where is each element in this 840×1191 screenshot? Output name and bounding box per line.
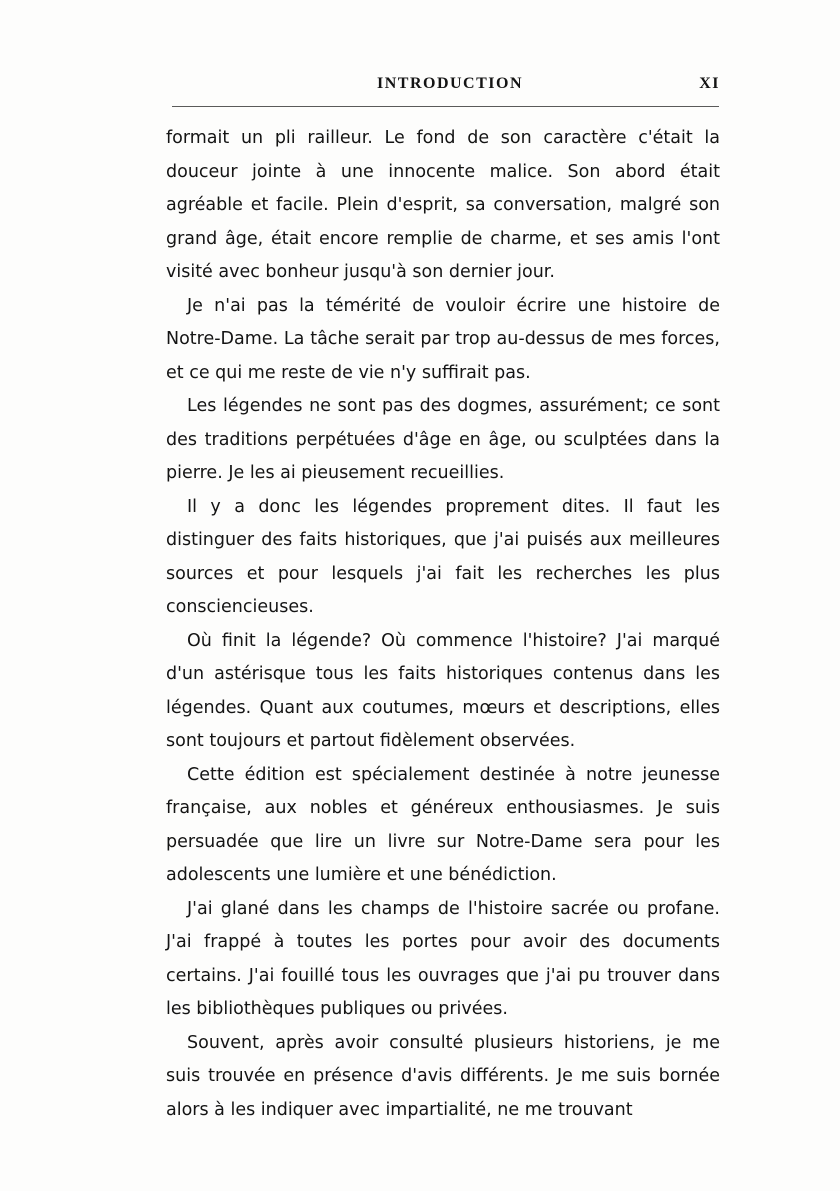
paragraph: Cette édition est spécialement destinée à notre jeunesse française, aux nobles et généreux enthousiasmes. Je suis persuadée que lire un livre sur Notre-Dame sera pour les adolescents une lumière et une bénédiction. [166, 764, 720, 885]
body-text [166, 122, 720, 1127]
paragraph: Où finit la légende? Où commence l'histoire? J'ai marqué d'un astérisque tous les faits historiques contenus dans les légendes. Quant aux coutumes, mœurs et descriptions, elles sont toujours et partout fidèlement observées. [166, 630, 720, 751]
paragraph: J'ai glané dans les champs de l'histoire sacrée ou profane. J'ai frappé à toutes les portes pour avoir des documents certains. J'ai fouillé tous les ouvrages que j'ai pu trouver dans les bibliothèques publiques ou privées. [166, 898, 720, 1019]
paragraph: Il y a donc les légendes proprement dites. Il faut les distinguer des faits historiques, que j'ai puisés aux meilleures sources et pour lesquels j'ai fait les recherches les plus consciencieuses. [166, 496, 720, 617]
header-rule [172, 106, 719, 107]
paragraph: Souvent, après avoir consulté plusieurs historiens, je me suis trouvée en présence d'avis différents. Je me suis bornée alors à les indiquer avec impartialité, ne me trouvant [166, 1032, 720, 1120]
page-header [170, 72, 720, 96]
paragraph: Les légendes ne sont pas des dogmes, assurément; ce sont des traditions perpétuées d'âge en âge, ou sculptées dans la pierre. Je les ai pieusement recueillies. [166, 396, 720, 483]
page-number: XI [699, 75, 720, 92]
paragraph-continued: formait un pli railleur. Le fond de son caractère c'était la douceur jointe à une innocente malice. Son abord était agréable et facile. Plein d'esprit, sa conversation, malgré son grand âge, était encore remplie de charme, et ses amis l'ont visité avec bonheur jusqu'à son dernier jour. [166, 128, 720, 282]
running-title: INTRODUCTION [376, 75, 523, 92]
paragraph: Je n'ai pas la témérité de vouloir écrire une histoire de Notre-Dame. La tâche serait par trop au-dessus de mes forces, et ce qui me reste de vie n'y suffirait pas. [166, 295, 720, 383]
